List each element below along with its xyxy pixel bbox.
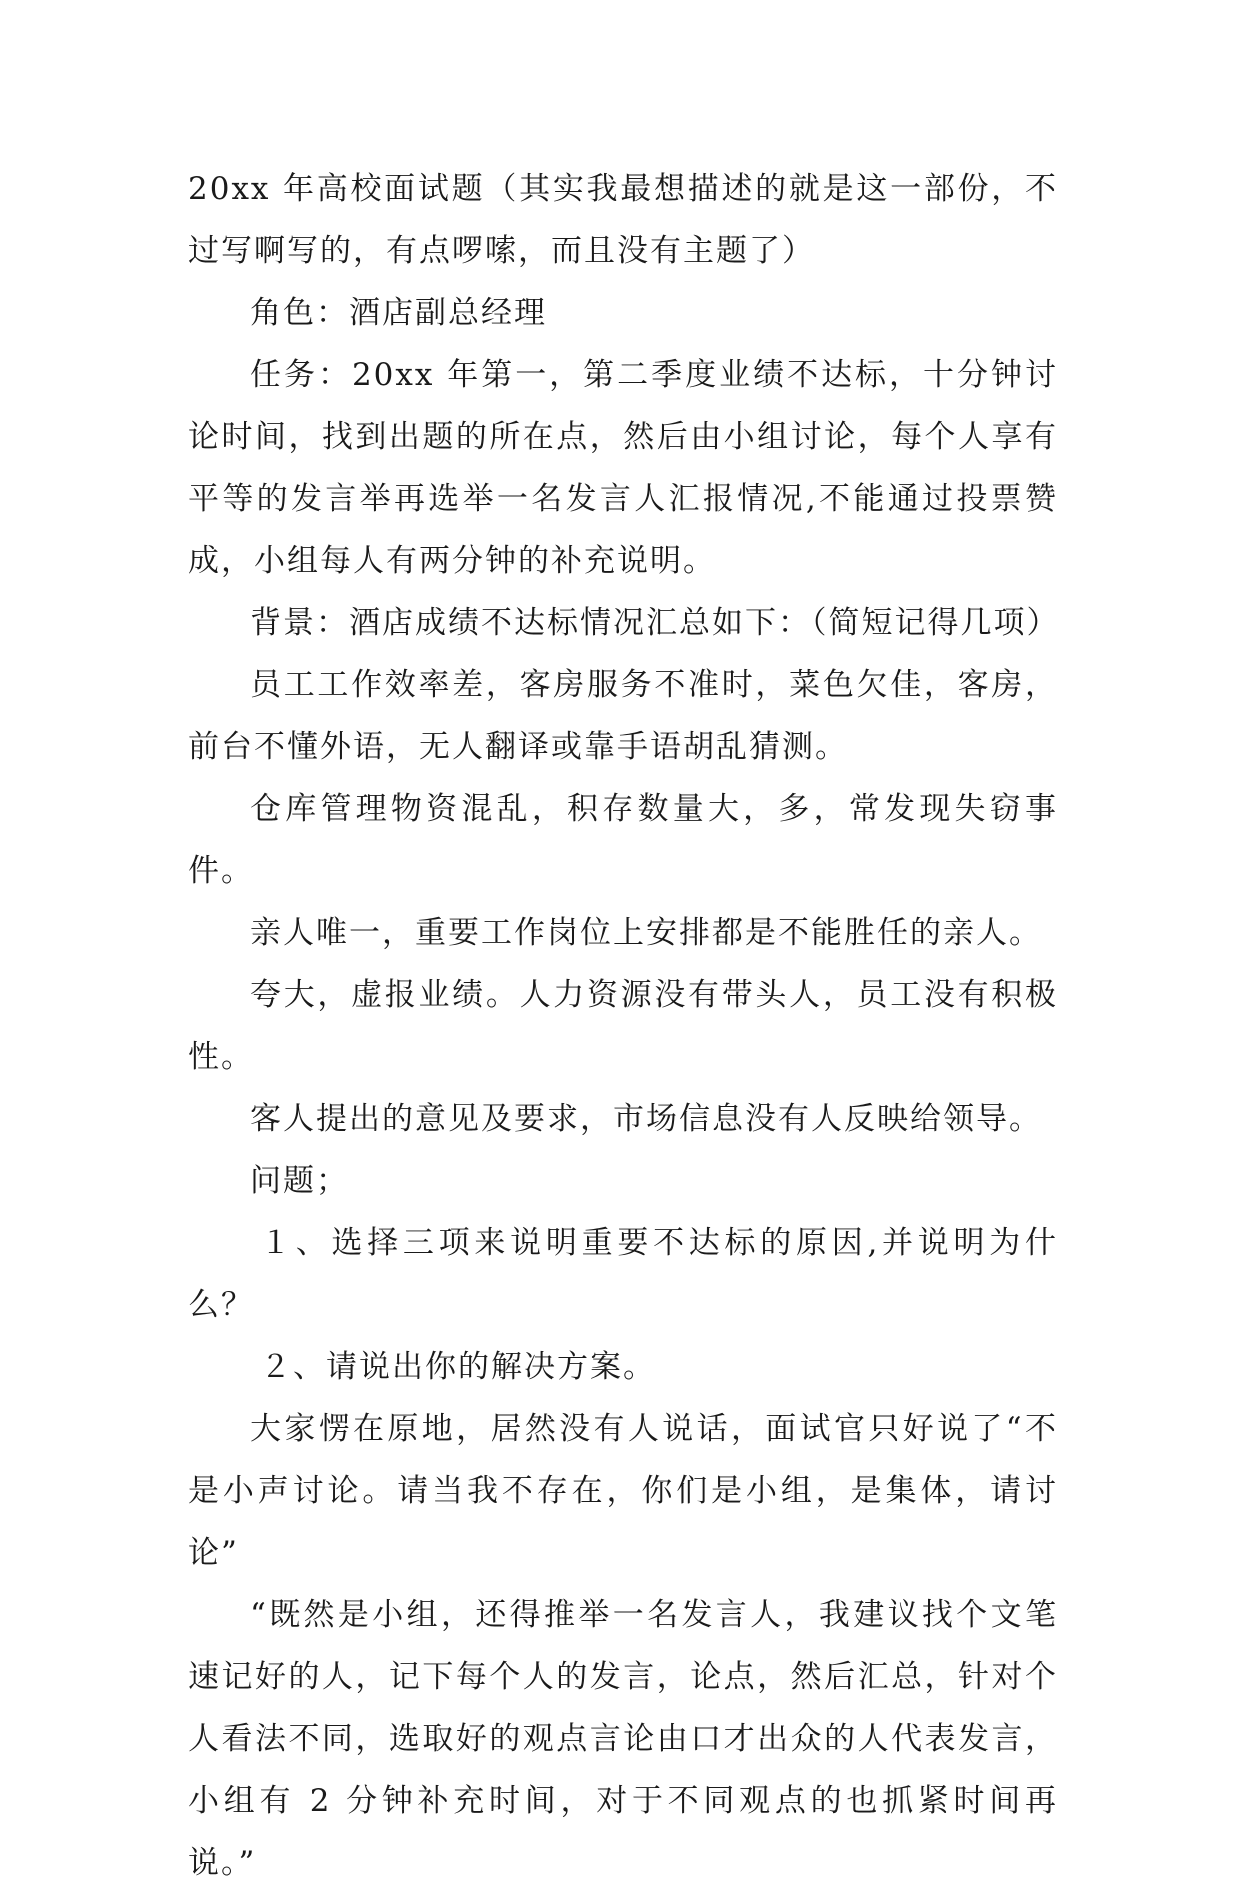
paragraph-task: 任务：20xx 年第一，第二季度业绩不达标，十分钟讨论时间，找到出题的所在点，然后由小组讨论，每个人享有平等的发言举再选举一名发言人汇报情况,不能通过投票赞成，小组每人有两分钟的补充说明。 [188,357,1058,579]
paragraph-questions-heading: 问题； [250,1163,349,1199]
question-item-2: ２、请说出你的解决方案。 [260,1349,656,1385]
document-body [188,158,1058,1894]
paragraph-intro: 20xx 年高校面试题（其实我最想描述的就是这一部份，不过写啊写的，有点啰嗦，而且没有主题了） [188,171,1058,269]
paragraph-relatives-issues: 亲人唯一，重要工作岗位上安排都是不能胜任的亲人。 [250,915,1042,951]
paragraph-proposal: “既然是小组，还得推举一名发言人，我建议找个文笔速记好的人，记下每个人的发言，论点，然后汇总，针对个人看法不同，选取好的观点言论由口才出众的人代表发言，小组有 2 分钟补充时间，对于不同观点的也抓紧时间再说。” [188,1597,1058,1881]
paragraph-warehouse-issues: 仓库管理物资混乱，积存数量大，多，常发现失窃事件。 [188,791,1058,889]
paragraph-background: 背景：酒店成绩不达标情况汇总如下：（简短记得几项） [250,605,1060,641]
paragraph-silence: 大家愣在原地，居然没有人说话，面试官只好说了“不是小声讨论。请当我不存在，你们是小组，是集体，请讨论” [188,1411,1058,1571]
paragraph-feedback-issues: 客人提出的意见及要求，市场信息没有人反映给领导。 [250,1101,1042,1137]
paragraph-performance-issues: 夸大，虚报业绩。人力资源没有带头人，员工没有积极性。 [188,977,1058,1075]
paragraph-staff-issues: 员工工作效率差，客房服务不准时，菜色欠佳，客房，前台不懂外语，无人翻译或靠手语胡乱猜测。 [188,667,1058,765]
paragraph-role: 角色：酒店副总经理 [250,295,547,331]
question-item-1: １、选择三项来说明重要不达标的原因,并说明为什么？ [188,1225,1058,1323]
